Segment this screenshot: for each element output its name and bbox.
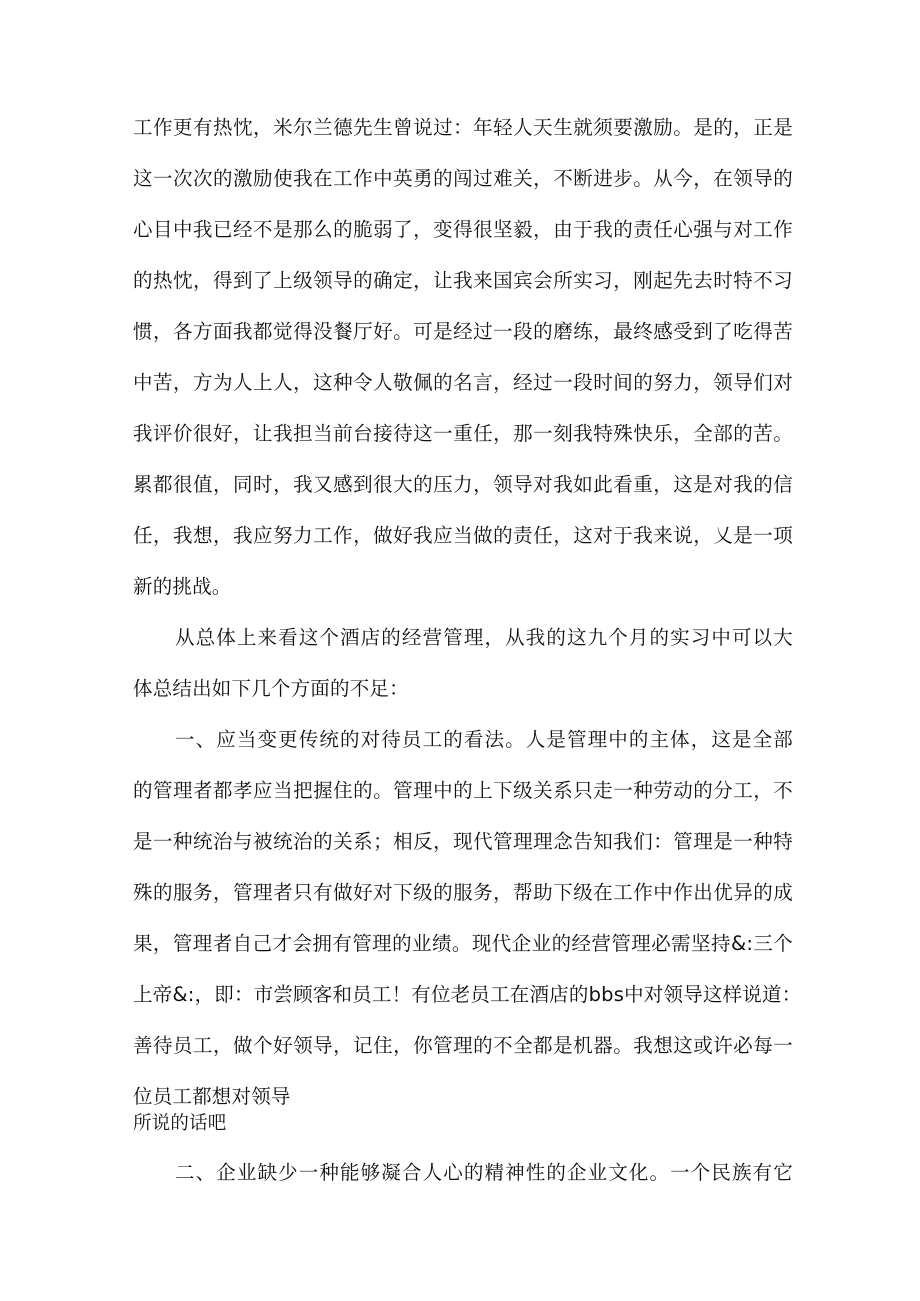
paragraph-line: 上帝&:，即：市尝顾客和员工！有位老员工在酒店的bbs中对领导这样说道： bbox=[133, 983, 802, 1006]
paragraph-line: 新的挑战。 bbox=[133, 575, 232, 598]
paragraph-line: 体总结出如下几个方面的不足： bbox=[133, 677, 409, 700]
paragraph-line: 累都很值，同时，我又感到很大的压力，领导对我如此看重，这是对我的信 bbox=[133, 473, 793, 496]
paragraph-line: 殊的服务，管理者只有做好对下级的服务，帮助下级在工作中作出优异的成 bbox=[133, 881, 793, 904]
paragraph-line: 是一种统治与被统治的关系；相反，现代管理理念告知我们：管理是一种特 bbox=[133, 830, 793, 853]
paragraph-line: 二、企业缺少一种能够凝合人心的精神性的企业文化。一个民族有它 bbox=[175, 1161, 793, 1184]
paragraph-line: 所说的话吧 bbox=[133, 1113, 227, 1134]
paragraph-line: 中苦，方为人上人，这种令人敬佩的名言，经过一段时间的努力，领导们对 bbox=[133, 371, 793, 394]
paragraph-line: 我评价很好，让我担当前台接待这一重任，那一刻我特殊快乐，全部的苦。 bbox=[133, 422, 793, 445]
paragraph-line: 惯，各方面我都觉得没餐厅好。可是经过一段的磨练，最终感受到了吃得苦 bbox=[133, 320, 793, 343]
paragraph-line: 的管理者都孝应当把握住的。管理中的上下级关系只走一种劳动的分工，不 bbox=[133, 779, 793, 802]
paragraph-line: 善待员工，做个好领导，记住，你管理的不全都是机器。我想这或许必每一 bbox=[133, 1034, 793, 1057]
paragraph-line: 从总体上来看这个酒店的经营管理，从我的这九个月的实习中可以大 bbox=[175, 626, 793, 649]
paragraph-line: 的热忱，得到了上级领导的确定，让我来国宾会所实习，刚起先去时特不习 bbox=[133, 269, 793, 292]
paragraph-line: 一、应当变更传统的对待员工的看法。人是管理中的主体，这是全部 bbox=[175, 728, 793, 751]
paragraph-line: 位员工都想对领导 bbox=[133, 1085, 291, 1108]
paragraph-line: 果，管理者自己才会拥有管理的业绩。现代企业的经营管理必需坚持&:三个 bbox=[133, 932, 793, 955]
paragraph-line: 心目中我已经不是那么的脆弱了，变得很坚毅，由于我的责任心强与对工作 bbox=[133, 218, 793, 241]
paragraph-line: 这一次次的激励使我在工作中英勇的闯过难关，不断进步。从今，在领导的 bbox=[133, 167, 793, 190]
paragraph-line: 工作更有热忱，米尔兰德先生曾说过：年轻人天生就须要激励。是的，正是 bbox=[133, 116, 793, 139]
paragraph-line: 任，我想，我应努力工作，做好我应当做的责任，这对于我来说，乂是一项 bbox=[133, 524, 793, 547]
